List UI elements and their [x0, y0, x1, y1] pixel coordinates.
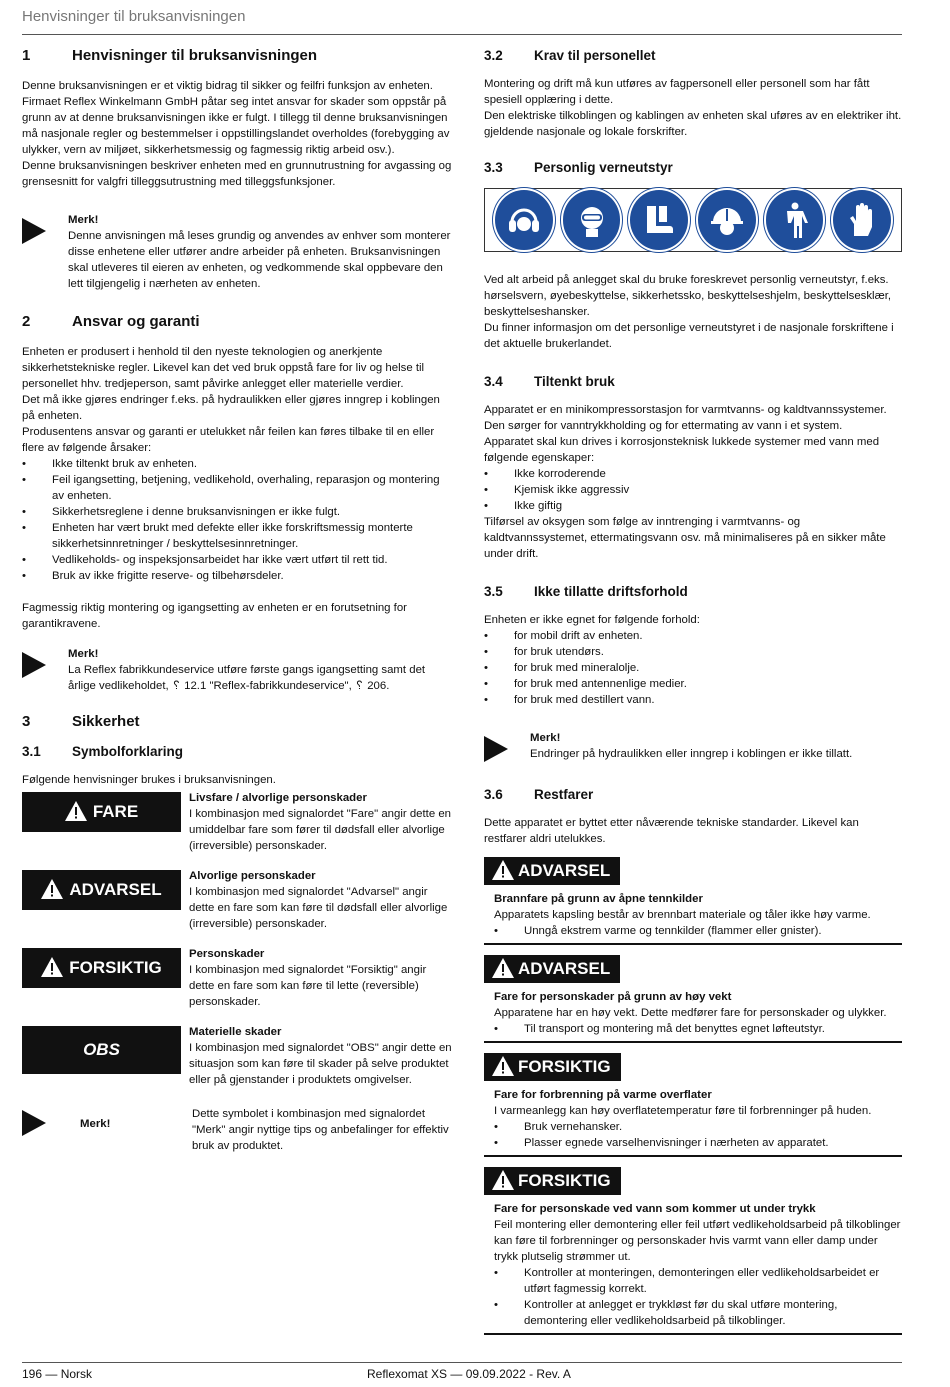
note-title: Merk!: [68, 648, 99, 660]
paragraph: Dette apparatet er byttet etter nåværende tekniske standarder. Likevel kan restfarer aldri utelukkes.: [484, 817, 859, 845]
symbol-row-merk: [22, 1106, 452, 1154]
section-number: 3.5: [484, 584, 503, 599]
page-footer: [22, 1362, 902, 1381]
symbol-row-forsiktig: [22, 946, 452, 1010]
symbol-row-fare: [22, 790, 452, 854]
paragraph: Apparatet er en minikompressorstasjon for varmtvanns- og kaldtvannssystemer. Den sørger for vanntrykkholding og for ettermating av vann i et system.: [484, 404, 887, 432]
symbol-text: I kombinasjon med signalordet "OBS" angir dette en situasjon som kan føre til skader på selve produktet eller på gjenstander i produktets omgivelser.: [189, 1042, 452, 1086]
note-title: Merk!: [68, 214, 99, 226]
forsiktig-badge: [484, 1167, 621, 1195]
warning-text: Apparatets kapsling består av brennbart materiale og tåler ikke høy varme.: [494, 909, 871, 921]
paragraph: Enheten er ikke egnet for følgende forhold:: [484, 614, 700, 626]
warning-list: [484, 1265, 902, 1329]
section-number: 3: [22, 713, 31, 730]
list-item: • Kjemisk ikke aggressiv: [484, 482, 902, 498]
section-2-heading: [22, 314, 452, 330]
list-item: • Ikke giftig: [484, 498, 902, 514]
merk-label: Merk!: [80, 1118, 111, 1130]
list-item: • Kontroller at monteringen, demonteringen eller vedlikeholdsarbeidet er utført fagmessig korrekt.: [484, 1265, 902, 1297]
ppe-icon-strip: [484, 188, 902, 252]
warning-list: [484, 923, 902, 939]
list-item: • Plasser egnede varselhenvisninger i nærheten av apparatet.: [484, 1135, 902, 1151]
note-block: [22, 646, 452, 694]
paragraph: Den elektriske tilkoblingen og kablingen av enheten skal uføres av en elektriker iht. gjeldende nasjonale og lokale forskrifter.: [484, 110, 902, 138]
section-3-heading: [22, 714, 452, 730]
paragraph: Firmaet Reflex Winkelmann GmbH påtar seg intet ansvar for skader som oppstår på grunn av at denne bruksanvisningen ikke er fulgt. I tillegg til denne bruksanvisningen må nasjonale regler og bestemmelser i oppstillingslandet overholdes (forebygging av ulykker, vern av miljøet, sikkerhetsmessig og fagmessig riktig arbeid osv.).: [22, 96, 450, 156]
section-3-6-heading: [484, 787, 902, 803]
list-item: • Feil igangsetting, betjening, vedlikehold, overhaling, reparasjon og montering av enheten.: [22, 472, 452, 504]
list-item: • Enheten har vært brukt med defekte eller ikke forskriftsmessig monterte sikkerhetsinnretninger / beskyttelsesinnretninger.: [22, 520, 452, 552]
symbol-row-obs: [22, 1024, 452, 1088]
list-item: • Til transport og montering må det benyttes egnet løfteutstyr.: [484, 1021, 902, 1037]
paragraph: Det må ikke gjøres endringer f.eks. på hydraulikken eller gjøres inngrep i koblingen på enheten.: [22, 394, 440, 422]
page-header: [22, 6, 902, 35]
protective-gloves-icon: [831, 188, 893, 252]
section-3-5-heading: [484, 584, 902, 600]
list-item: • Unngå ekstrem varme og tennkilder (flammer eller gnister).: [484, 923, 902, 939]
warning-triangle-icon: [65, 801, 87, 824]
section-title: Ikke tillatte driftsforhold: [534, 584, 688, 599]
obs-badge: [22, 1026, 181, 1074]
list-item: • for bruk utendørs.: [484, 644, 902, 660]
list-item: • Kontroller at anlegget er trykkløst før du skal utføre montering, demontering eller vedlikeholdsarbeid på tilkoblinger.: [484, 1297, 902, 1329]
section-1-heading: [22, 48, 452, 64]
symbol-title: Livsfare / alvorlige personskader: [189, 792, 367, 804]
warning-triangle-icon: [492, 958, 514, 981]
list-item: • Ikke tiltenkt bruk av enheten.: [22, 456, 452, 472]
symbol-title: Alvorlige personskader: [189, 870, 316, 882]
symbol-title: Personskader: [189, 948, 265, 960]
forsiktig-badge: [484, 1053, 621, 1081]
symbol-text: Dette symbolet i kombinasjon med signalordet "Merk" angir nyttige tips og anbefalinger for effektiv bruk av produktet.: [192, 1108, 449, 1152]
paragraph: Denne bruksanvisningen beskriver enheten med en grunnutrustning for avgassing og grensesnitt for valgfri tilleggsutrustning med tilleggsfunksjoner.: [22, 160, 452, 188]
badge-label: FORSIKTIG: [69, 958, 162, 977]
section-title: Symbolforklaring: [72, 744, 184, 759]
badge-label: FORSIKTIG: [518, 1171, 611, 1190]
symbol-row-advarsel: [22, 868, 452, 932]
condition-list: [484, 628, 902, 708]
right-column: [484, 48, 902, 1345]
note-block: [484, 730, 902, 767]
paragraph: Tilførsel av oksygen som følge av inntrenging i varmtvanns- og kaldtvannssystemet, ettermatingsvann osv. må minimaliseres på en sikker måte under drift.: [484, 516, 886, 560]
warning-title: Fare for personskade ved vann som kommer ut under trykk: [494, 1203, 816, 1215]
paragraph: Produsentens ansvar og garanti er utelukket når feilen kan føres tilbake til en eller flere av følgende årsaker:: [22, 426, 435, 454]
warning-triangle-icon: [492, 860, 514, 883]
list-item: • for bruk med destillert vann.: [484, 692, 902, 708]
badge-label: FARE: [92, 802, 139, 821]
advarsel-badge: [484, 955, 620, 983]
badge-label: FORSIKTIG: [518, 1057, 611, 1076]
warning-triangle-icon: [41, 879, 63, 902]
section-number: 1: [22, 47, 31, 64]
symbol-title: Materielle skader: [189, 1026, 282, 1038]
section-number: 3.3: [484, 160, 503, 175]
list-item: • Vedlikeholds- og inspeksjonsarbeidet har ikke vært utført til rett tid.: [22, 552, 452, 568]
advarsel-badge: [484, 857, 620, 885]
note-arrow-icon: [22, 1106, 80, 1154]
list-item: • for mobil drift av enheten.: [484, 628, 902, 644]
paragraph: Ved alt arbeid på anlegget skal du bruke foreskrevet personlig verneutstyr, f.eks. hørselsvern, øyebeskyttelse, sikkerhetssko, beskyttelseshjelm, beskyttelsesklær, beskyttelseshansker.: [484, 274, 892, 318]
section-number: 2: [22, 313, 31, 330]
note-text: La Reflex fabrikkundeservice utføre første gangs igangsetting samt det årlige vedlikeholdet, ␦ 12.1 "Reflex-fabrikkundeservice", ␦ 206.: [68, 664, 426, 692]
page-number: 196 — Norsk: [22, 1367, 93, 1381]
warning-title: Fare for forbrenning på varme overflater: [494, 1089, 712, 1101]
section-title: Sikkerhet: [72, 713, 140, 730]
badge-label: ADVARSEL: [518, 959, 611, 978]
protective-clothing-icon: [764, 188, 826, 252]
paragraph: Apparatet skal kun drives i korrosjonsteknisk lukkede systemer med vann med følgende egenskaper:: [484, 436, 880, 464]
paragraph: Du finner informasjon om det personlige verneutstyret i de nasjonale forskriftene i det aktuelle brukerlandet.: [484, 322, 894, 350]
warning-triangle-icon: [41, 957, 63, 980]
list-item: • Ikke korroderende: [484, 466, 902, 482]
note-arrow-icon: [484, 730, 530, 767]
forsiktig-badge: [22, 948, 181, 988]
section-3-4-heading: [484, 374, 902, 390]
warning-list: [484, 1119, 902, 1151]
note-arrow-icon: [22, 646, 68, 694]
warning-title: Fare for personskader på grunn av høy vekt: [494, 991, 732, 1003]
section-title: Restfarer: [534, 787, 594, 802]
list-item: • for bruk med mineralolje.: [484, 660, 902, 676]
warning-triangle-icon: [492, 1056, 514, 1079]
safety-shoes-icon: [628, 188, 690, 252]
list-item: • Bruk av ikke frigitte reserve- og tilbehørsdeler.: [22, 568, 452, 584]
warning-text: I varmeanlegg kan høy overflatetemperatur føre til forbrenninger på huden.: [494, 1105, 872, 1117]
badge-label: OBS: [83, 1040, 120, 1059]
section-title: Personlig verneutstyr: [534, 160, 673, 175]
badge-label: ADVARSEL: [518, 861, 611, 880]
paragraph: Denne bruksanvisningen er et viktig bidrag til sikker og feilfri funksjon av enheten.: [22, 80, 433, 92]
section-number: 3.2: [484, 48, 503, 63]
eye-protection-icon: [561, 188, 623, 252]
symbol-text: I kombinasjon med signalordet "Forsiktig" angir dette en fare som kan føre til lette (reversible) personskader.: [189, 964, 427, 1008]
paragraph: Montering og drift må kun utføres av fagpersonell eller personell som har fått spesiell opplæring i dette.: [484, 78, 870, 106]
badge-label: ADVARSEL: [69, 880, 162, 899]
paragraph: Fagmessig riktig montering og igangsetting av enheten er en forutsetning for garantikravene.: [22, 602, 407, 630]
section-3-2-heading: [484, 48, 902, 64]
section-number: 3.4: [484, 374, 503, 389]
warning-box: [484, 1167, 902, 1335]
paragraph: Enheten er produsert i henhold til den nyeste teknologien og anerkjente sikkerhetstekniske regler. Likevel kan det ved bruk oppstå fare for liv og helse til personellet hhv. tredjeperson, samt påvirke anlegget eller materielle verdier.: [22, 346, 425, 390]
warning-title: Brannfare på grunn av åpne tennkilder: [494, 893, 703, 905]
section-number: 3.6: [484, 787, 503, 802]
section-title: Tiltenkt bruk: [534, 374, 615, 389]
left-column: [22, 48, 452, 1168]
cause-list: [22, 456, 452, 584]
warning-box: [484, 1053, 902, 1157]
warning-box: [484, 955, 902, 1043]
note-arrow-icon: [22, 212, 68, 292]
list-item: • for bruk med antennenlige medier.: [484, 676, 902, 692]
section-title: Henvisninger til bruksanvisningen: [72, 47, 318, 64]
section-title: Ansvar og garanti: [72, 313, 200, 330]
section-3-1-heading: [22, 744, 452, 760]
list-item: • Sikkerhetsreglene i denne bruksanvisningen er ikke fulgt.: [22, 504, 452, 520]
section-number: 3.1: [22, 744, 41, 759]
document-info: Reflexomat XS — 09.09.2022 - Rev. A: [367, 1367, 571, 1381]
fare-badge: [22, 792, 181, 832]
note-text: Denne anvisningen må leses grundig og anvendes av enhver som monterer disse enhetene eller utfører andre arbeider på enheten. Bruksanvisningen skal utleveres til eieren av enheten, og vedkommende skal oppbevare den lett tilgjengelig i nærheten av enheten.: [68, 230, 451, 290]
header-title: Henvisninger til bruksanvisningen: [22, 8, 246, 25]
warning-triangle-icon: [492, 1170, 514, 1193]
note-block: [22, 212, 452, 292]
symbol-text: I kombinasjon med signalordet "Fare" angir dette en umiddelbar fare som fører til dødsfall eller alvorlige (irreversible) personskader.: [189, 808, 451, 852]
note-text: Endringer på hydraulikken eller inngrep i koblingen er ikke tillatt.: [530, 748, 853, 760]
section-3-3-heading: [484, 160, 902, 176]
section-title: Krav til personellet: [534, 48, 656, 63]
safety-helmet-icon: [696, 188, 758, 252]
note-title: Merk!: [530, 732, 561, 744]
advarsel-badge: [22, 870, 181, 910]
warning-box: [484, 857, 902, 945]
warning-text: Apparatene har en høy vekt. Dette medfører fare for personskader og ulykker.: [494, 1007, 887, 1019]
property-list: [484, 466, 902, 514]
ear-protection-icon: [493, 188, 555, 252]
warning-list: [484, 1021, 902, 1037]
warning-text: Feil montering eller demontering eller feil utført vedlikeholdsarbeid på tilkoblinger kan føre til forbrenninger og personskader hvis varmt vann eller damp under trykk plutselig strømmer ut.: [494, 1219, 901, 1263]
symbol-text: I kombinasjon med signalordet "Advarsel" angir dette en fare som kan føre til dødsfall eller alvorlige (irreversible) personskader.: [189, 886, 448, 930]
paragraph: Følgende henvisninger brukes i bruksanvisningen.: [22, 774, 276, 786]
list-item: • Bruk vernehansker.: [484, 1119, 902, 1135]
